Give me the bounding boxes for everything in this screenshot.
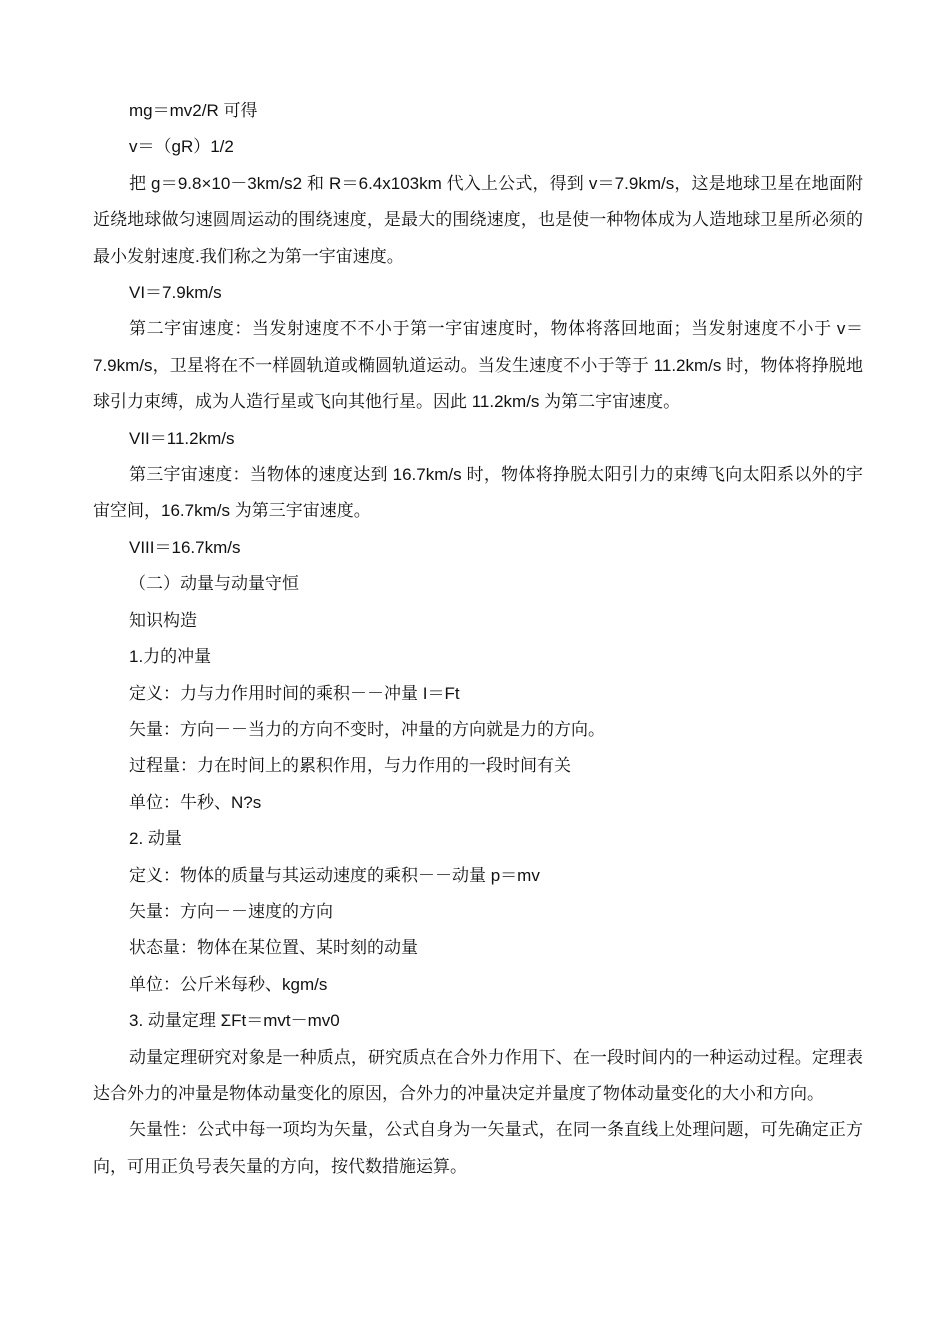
paragraph-impulse-definition: 定义：力与力作用时间的乘积－－冲量 I＝Ft xyxy=(129,683,460,703)
paragraph-formula-v: v＝（gR）1/2 xyxy=(129,137,234,157)
paragraph-formula-mg: mg＝mv2/R 可得 xyxy=(129,101,258,120)
paragraph-momentum-state: 状态量：物体在某位置、某时刻的动量 xyxy=(129,938,418,958)
paragraph-third-cosmic-velocity: 第三宇宙速度：当物体的速度达到 16.7km/s 时，物体将挣脱太阳引力的束缚飞向太阳系以外的宇宙空间，16.7km/s 为第三宇宙速度。 xyxy=(93,465,863,521)
paragraph-momentum-vector: 矢量：方向－－速度的方向 xyxy=(129,901,333,921)
subheading-momentum-theorem: 3. 动量定理 ΣFt＝mvt－mv0 xyxy=(129,1011,340,1031)
paragraph-first-cosmic-velocity: 把 g＝9.8×10－3km/s2 和 R＝6.4x103km 代入上公式，得到 v＝7.9km/s，这是地球卫星在地面附近绕地球做匀速圆周运动的围绕速度，是最大的围绕速度，也是使一种物体成为人造地球卫星所必须的最小发射速度.我们称之为第一宇宙速度。 xyxy=(93,173,863,266)
paragraph-impulse-process: 过程量：力在时间上的累积作用，与力作用的一段时间有关 xyxy=(129,756,571,776)
paragraph-v2: VII＝11.2km/s xyxy=(129,428,235,448)
paragraph-impulse-unit: 单位：牛秒、N?s xyxy=(129,792,262,812)
paragraph-second-cosmic-velocity: 第二宇宙速度：当发射速度不不小于第一宇宙速度时，物体将落回地面；当发射速度不小于 v＝7.9km/s，卫星将在不一样圆轨道或椭圆轨道运动。当发生速度不小于等于 11.2km/s 时，物体将挣脱地球引力束缚，成为人造行星或飞向其他行星。因此 11.2km/s 为第二宇宙速度。 xyxy=(93,319,863,412)
paragraph-impulse-vector: 矢量：方向－－当力的方向不变时，冲量的方向就是力的方向。 xyxy=(129,719,605,739)
subheading-momentum: 2. 动量 xyxy=(129,829,182,849)
paragraph-momentum-definition: 定义：物体的质量与其运动速度的乘积－－动量 p＝mv xyxy=(129,865,540,885)
paragraph-v1: VI＝7.9km/s xyxy=(129,283,222,303)
paragraph-v3: VIII＝16.7km/s xyxy=(129,537,241,557)
subheading-impulse: 1.力的冲量 xyxy=(129,647,212,667)
paragraph-momentum-unit: 单位：公斤米每秒、kgm/s xyxy=(129,974,328,994)
section-heading-momentum: （二）动量与动量守恒 xyxy=(129,574,299,594)
subheading-knowledge-structure: 知识构造 xyxy=(129,610,197,630)
document-body xyxy=(93,93,863,1185)
paragraph-vector-property: 矢量性：公式中每一项均为矢量，公式自身为一矢量式，在同一条直线上处理问题，可先确定正方向，可用正负号表矢量的方向，按代数措施运算。 xyxy=(93,1120,863,1176)
paragraph-momentum-theorem: 动量定理研究对象是一种质点，研究质点在合外力作用下、在一段时间内的一种运动过程。定理表达合外力的冲量是物体动量变化的原因，合外力的冲量决定并量度了物体动量变化的大小和方向。 xyxy=(93,1047,863,1103)
